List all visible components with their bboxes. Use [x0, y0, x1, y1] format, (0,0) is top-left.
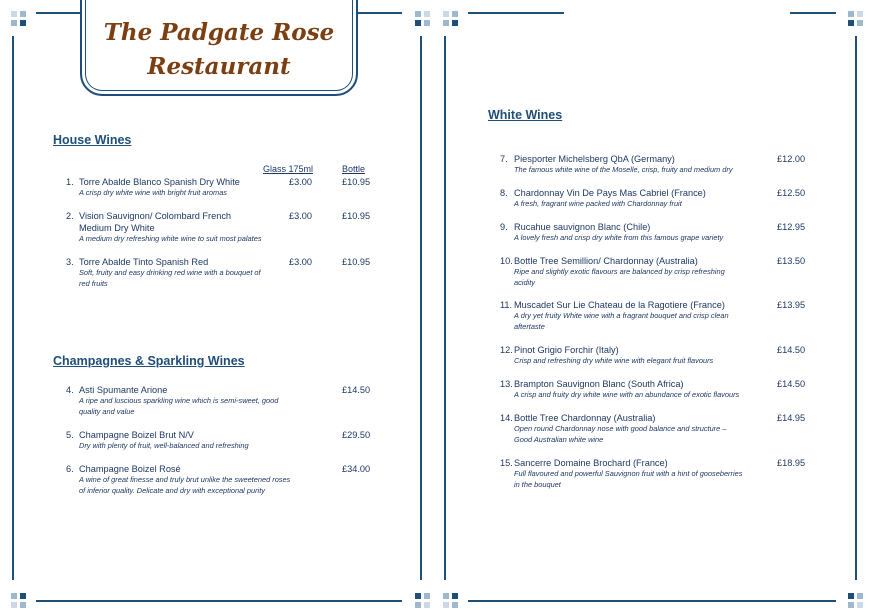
corner-ornament [443, 11, 449, 17]
item-number: 14. [500, 413, 513, 423]
corner-ornament [848, 20, 854, 26]
item-description-cont: quality and value [79, 407, 135, 416]
item-description: Dry with plenty of fruit, well-balanced and refreshing [79, 441, 249, 450]
bottle-price: £13.95 [777, 300, 806, 310]
border-top-line [790, 12, 836, 14]
corner-ornament [11, 593, 17, 599]
corner-ornament [848, 593, 854, 599]
item-description: Ripe and slightly exotic flavours are balanced by crisp refreshing [514, 267, 725, 276]
corner-ornament [857, 593, 863, 599]
bottle-column-header: Bottle [342, 164, 366, 174]
title-line-1: The Padgate Rose [103, 19, 335, 46]
item-name: Vision Sauvignon/ Colombard French [79, 211, 232, 221]
item-name: Pinot Grigio Forchir (Italy) [514, 345, 619, 355]
item-description: Soft, fruity and easy drinking red wine with a bouquet of [79, 268, 261, 277]
border-top-line [36, 12, 80, 14]
menu-item-7 [500, 153, 810, 189]
item-number: 15. [500, 458, 513, 468]
corner-ornament [424, 11, 430, 17]
menu-item-10 [500, 255, 810, 291]
item-number: 6. [66, 464, 74, 474]
item-name-cont: Medium Dry White [79, 223, 155, 233]
item-name: Asti Spumante Arione [79, 385, 168, 395]
menu-item-1 [66, 176, 386, 200]
corner-ornament [424, 20, 430, 26]
menu-item-6 [66, 463, 386, 499]
menu-item-14 [500, 412, 810, 448]
item-name: Brampton Sauvignon Blanc (South Africa) [514, 379, 684, 389]
corner-ornament [20, 20, 26, 26]
glass-column-header: Glass 175ml [263, 164, 314, 174]
bottle-price: £34.00 [342, 464, 371, 474]
item-name: Rucahue sauvignon Blanc (Chile) [514, 222, 651, 232]
item-name: Torre Abalde Blanco Spanish Dry White [79, 177, 240, 187]
menu-item-2 [66, 210, 386, 246]
item-description: A medium dry refreshing white wine to suit most palates [79, 234, 262, 243]
item-description: A crisp and fruity dry white wine with an abundance of exotic flavours [514, 390, 740, 399]
corner-ornament [443, 593, 449, 599]
item-description: A lovely fresh and crisp dry white from this famous grape variety [514, 233, 724, 242]
item-description: Crisp and refreshing dry white wine with elegant fruit flavours [514, 356, 714, 365]
item-description: Full flavoured and powerful Sauvignon fruit with a hint of gooseberries [514, 469, 743, 478]
bottle-price: £14.50 [342, 385, 371, 395]
item-name: Bottle Tree Chardonnay (Australia) [514, 413, 656, 423]
menu-item-13 [500, 378, 810, 414]
item-description-cont: in the bouquet [514, 480, 561, 489]
item-description-cont: of inferior quality. Delicate and dry with exceptional purity [79, 486, 265, 495]
menu-item-11 [500, 299, 810, 335]
glass-price: £3.00 [289, 177, 312, 187]
corner-ornament [20, 11, 26, 17]
corner-ornament [424, 593, 430, 599]
bottle-price: £29.50 [342, 430, 371, 440]
menu-item-4 [66, 384, 386, 420]
corner-ornament [443, 20, 449, 26]
item-description-cont: Good Australian white wine [514, 435, 604, 444]
item-number: 13. [500, 379, 513, 389]
bottle-price: £18.95 [777, 458, 806, 468]
white-wines-heading: White Wines [488, 108, 563, 122]
corner-ornament [848, 11, 854, 17]
corner-ornament [11, 602, 17, 608]
item-name: Muscadet Sur Lie Chateau de la Ragotiere (France) [514, 300, 725, 310]
item-number: 5. [66, 430, 74, 440]
item-name: Chardonnay Vin De Pays Mas Cabriel (France) [514, 188, 706, 198]
item-name: Champagne Boizel Rosé [79, 464, 181, 474]
glass-price: £3.00 [289, 211, 312, 221]
item-name: Sancerre Domaine Brochard (France) [514, 458, 668, 468]
item-description: Open round Chardonnay nose with good balance and structure – [514, 424, 727, 433]
bottle-price: £10.95 [342, 211, 371, 221]
border-top-line [468, 12, 564, 14]
corner-ornament [11, 11, 17, 17]
item-name: Champagne Boizel Brut N/V [79, 430, 194, 440]
corner-ornament [848, 602, 854, 608]
menu-item-3 [66, 256, 386, 292]
border-bottom-line [468, 600, 836, 602]
item-description: A dry yet fruity White wine with a fragrant bouquet and crisp clean [514, 311, 729, 320]
item-name: Bottle Tree Semillion/ Chardonnay (Australia) [514, 256, 698, 266]
menu-item-12 [500, 344, 810, 380]
corner-ornament [452, 20, 458, 26]
menu-item-15 [500, 457, 810, 493]
glass-price: £3.00 [289, 257, 312, 267]
corner-ornament [20, 602, 26, 608]
item-name: Piesporter Michelsberg QbA (Germany) [514, 154, 675, 164]
corner-ornament [452, 602, 458, 608]
item-description: A crisp dry white wine with bright fruit aromas [79, 188, 228, 197]
item-name: Torre Abalde Tinto Spanish Red [79, 257, 209, 267]
item-description: A ripe and luscious sparkling wine which is semi-sweet, good [79, 396, 279, 405]
item-number: 10. [500, 256, 513, 266]
bottle-price: £13.50 [777, 256, 806, 266]
border-left-line [12, 36, 14, 580]
border-right-line [420, 36, 422, 580]
bottle-price: £14.50 [777, 379, 806, 389]
corner-ornament [20, 593, 26, 599]
item-description: A wine of great finesse and truly brut unlike the sweetened roses [79, 475, 291, 484]
corner-ornament [857, 20, 863, 26]
bottle-price: £12.95 [777, 222, 806, 232]
item-number: 4. [66, 385, 74, 395]
border-bottom-line [36, 600, 402, 602]
item-number: 7. [500, 154, 508, 164]
corner-ornament [11, 20, 17, 26]
corner-ornament [415, 593, 421, 599]
border-left-line [444, 36, 446, 580]
item-number: 8. [500, 188, 508, 198]
item-description: The famous white wine of the Moselle, crisp, fruity and medium dry [514, 165, 733, 174]
corner-ornament [415, 11, 421, 17]
menu-item-9 [500, 221, 810, 257]
bottle-price: £14.95 [777, 413, 806, 423]
corner-ornament [424, 602, 430, 608]
corner-ornament [452, 11, 458, 17]
title-line-2: Restaurant [147, 53, 291, 80]
menu-item-8 [500, 187, 810, 223]
bottle-price: £14.50 [777, 345, 806, 355]
corner-ornament [857, 602, 863, 608]
bottle-price: £12.50 [777, 188, 806, 198]
bottle-price: £10.95 [342, 177, 371, 187]
menu-item-5 [66, 429, 386, 453]
item-number: 1. [66, 177, 74, 187]
border-right-line [855, 36, 857, 580]
item-number: 11. [500, 300, 513, 310]
corner-ornament [415, 20, 421, 26]
champagnes-heading: Champagnes & Sparkling Wines [53, 354, 245, 368]
bottle-price: £12.00 [777, 154, 806, 164]
item-description-cont: acidity [514, 278, 535, 287]
bottle-price: £10.95 [342, 257, 371, 267]
item-number: 9. [500, 222, 508, 232]
item-number: 12. [500, 345, 513, 355]
item-description-cont: aftertaste [514, 322, 545, 331]
corner-ornament [857, 11, 863, 17]
corner-ornament [452, 593, 458, 599]
item-description: A fresh, fragrant wine packed with Chardonnay fruit [514, 199, 682, 208]
item-number: 3. [66, 257, 74, 267]
item-description-cont: red fruits [79, 279, 108, 288]
house-wines-heading: House Wines [53, 133, 132, 147]
corner-ornament [415, 602, 421, 608]
restaurant-title [80, 16, 358, 84]
item-number: 2. [66, 211, 74, 221]
border-top-line [356, 12, 402, 14]
corner-ornament [443, 602, 449, 608]
